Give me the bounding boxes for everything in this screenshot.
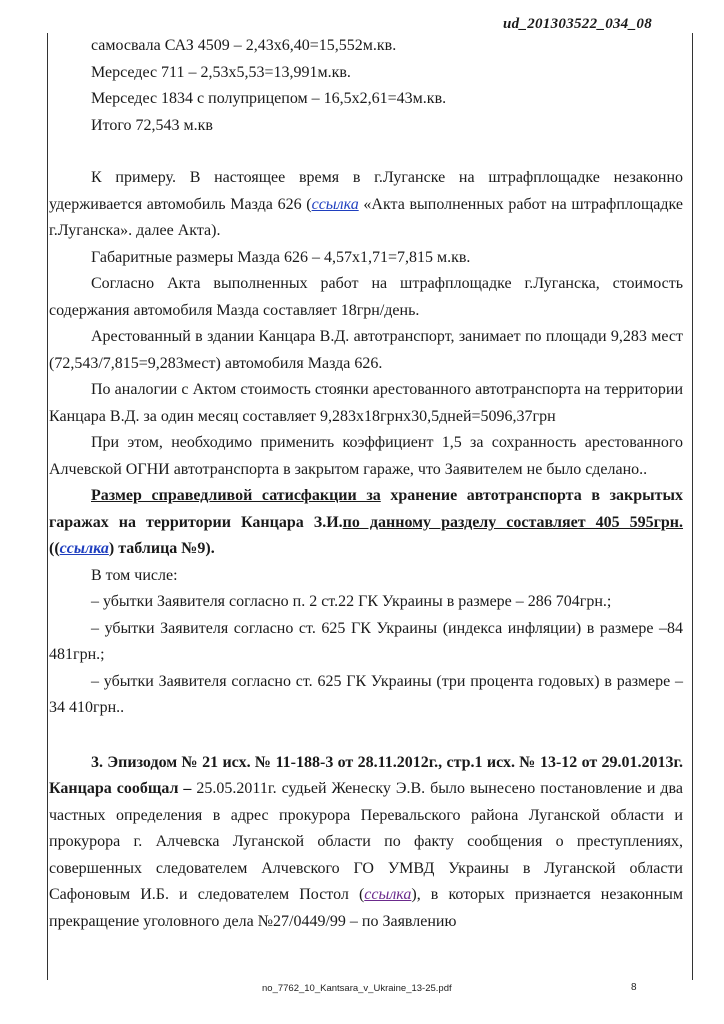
footer-filename: no_7762_10_Kantsara_v_Ukraine_13-25.pdf	[262, 983, 452, 994]
paragraph-coefficient: При этом, необходимо применить коэффициент 1,5 за сохранность арестованного Алчевской ОГНИ автотранспорта в закрытом гараже, что Заявителем не было сделано..	[49, 434, 683, 478]
paragraph-mazda-example	[49, 165, 683, 245]
loss-item-1: – убытки Заявителя согласно п. 2 ст.22 ГК Украины в размере – 286 704грн.;	[91, 593, 612, 610]
text-segment: 3. Эпизодом № 21 исх. № 11-188-3 от 28.11.2012г., стр.1 исх. № 13-12 от 29.01.2013г. Канцара сообщал –	[49, 753, 683, 797]
text-segment: Размер справедливой сатисфакции за	[91, 487, 381, 504]
area-total: Итого 72,543 м.кв	[91, 116, 213, 134]
area-line-mercedes-1834: Мерседес 1834 с полуприцепом – 16,5х2,61=43м.кв.	[91, 90, 447, 107]
paragraph-including: В том числе:	[91, 566, 178, 584]
page-number: 8	[631, 982, 637, 993]
area-line-mercedes-711: Мерседес 711 – 2,53х5,53=13,991м.кв.	[91, 63, 351, 81]
text-segment: ) таблица №9).	[108, 540, 215, 557]
text-segment: ), в которых признается незаконным прекращение уголовного дела №27/0449/99 – по Заявлению	[49, 886, 684, 930]
text-segment: ((	[49, 540, 60, 557]
paragraph-mazda-dimensions: Габаритные размеры Мазда 626 – 4,57х1,71=7,815 м.кв.	[91, 248, 471, 266]
loss-item-3: – убытки Заявителя согласно ст. 625 ГК Украины (три процента годовых) в размере – 34 410грн..	[49, 672, 683, 716]
paragraph-arrested-area: Арестованный в здании Канцара В.Д. автотранспорт, занимает по площади 9,283 мест (72,543/7,815=9,283мест) автомобиля Мазда 626.	[49, 328, 683, 372]
document-body	[49, 33, 683, 935]
document-id: ud_201303522_034_08	[502, 16, 652, 32]
text-segment: 25.05.2011г. судьей Женеску Э.В. было вынесено постановление и два частных определения в адрес прокурора Перевальского района Луганской области и прокурора г. Алчевска Луганской области по факту сообщения о преступлениях, совершенных следователем Алчевского ГО УМВД Украины в Луганской области Сафоновым И.Б. и следователем Постол (	[49, 780, 684, 903]
text-segment: «Акта выполненных работ на штрафплощадке г.Луганска». далее Акта).	[49, 195, 683, 239]
text-segment: по данному разделу составляет 405 595грн.	[342, 513, 684, 531]
reference-link[interactable]: ссылка	[59, 540, 109, 557]
text-segment: хранение автотранспорта в закрытых гаражах на территории Канцара З.И.	[49, 487, 684, 531]
reference-link[interactable]: ссылка	[364, 886, 412, 903]
paragraph-episode-21	[49, 750, 683, 936]
reference-link[interactable]: ссылка	[311, 195, 359, 213]
loss-item-2: – убытки Заявителя согласно ст. 625 ГК Украины (индекса инфляции) в размере –84 481грн.;	[49, 619, 683, 663]
paragraph-analogy-cost: По аналогии с Актом стоимость стоянки арестованного автотранспорта на территории Канцара В.Д. за один месяц составляет 9,283х18грнх30,5дней=5096,37грн	[49, 381, 683, 425]
text-segment: К примеру. В настоящее время в г.Луганске на штрафплощадке незаконно удерживается автомобиль Мазда 626 (	[49, 169, 683, 213]
paragraph-satisfaction-amount	[49, 483, 683, 563]
paragraph-akt-cost: Согласно Акта выполненных работ на штрафплощадке г.Луганска, стоимость содержания автомобиля Мазда составляет 18грн/день.	[49, 275, 683, 319]
area-line-saz: самосвала САЗ 4509 – 2,43х6,40=15,552м.кв.	[91, 37, 397, 54]
